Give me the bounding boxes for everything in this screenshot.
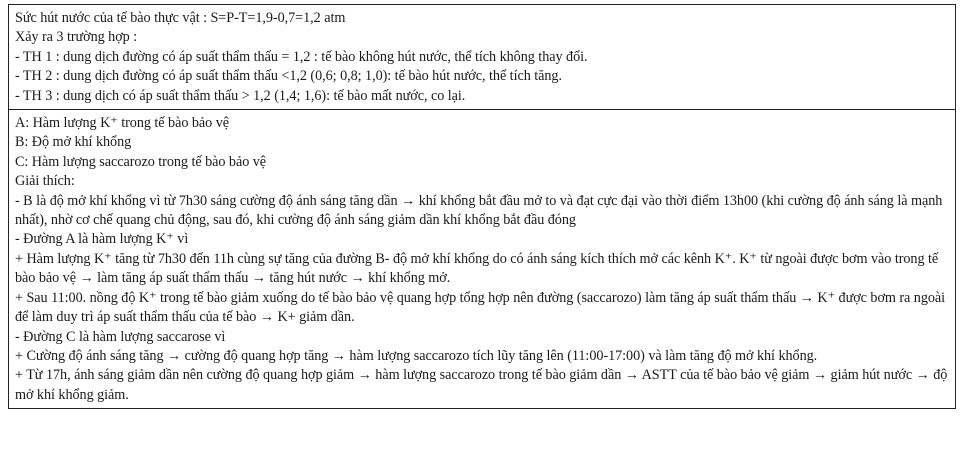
curve-a-label: A: Hàm lượng K⁺ trong tế bào bảo vệ: [15, 115, 229, 132]
case-1-line: - TH 1 : dung dịch đường có áp suất thẩm thấu = 1,2 : tế bào không hút nước, thể tích không thay đổi.: [15, 48, 588, 65]
curve-b-explanation: - B là độ mở khí khổng vì từ 7h30 sáng cường độ ánh sáng tăng dần → khí khổng bắt đầu mở to và đạt cực đại vào thời điểm 13h00 (khi cường độ ánh sáng là mạnh nhất), nhờ cơ chế quang chủ động, sau đó, khi cường độ ánh sáng giảm dần khí khổng bắt đầu đóng: [15, 192, 943, 229]
curve-a-point-2: + Sau 11:00. nồng độ K⁺ trong tế bào giảm xuống do tế bào bảo vệ quang hợp tổng hợp nên đường (saccarozo) làm tăng áp suất thẩm thấu → K⁺ được bơm ra ngoài để làm duy trì áp suất thẩm thấu của tế bào → K+ giảm dần.: [15, 289, 946, 326]
osmotic-section: [9, 5, 955, 109]
answer-table: [8, 4, 956, 409]
curve-c-point-1: + Cường độ ánh sáng tăng → cường độ quang hợp tăng → hàm lượng saccarozo tích lũy tăng lên (11:00-17:00) và làm tăng độ mở khí khổng.: [15, 347, 818, 364]
curve-c-heading: - Đường C là hàm lượng saccarose vì: [15, 328, 226, 345]
curve-b-label: B: Độ mở khí khổng: [15, 134, 132, 151]
case-2-line: - TH 2 : dung dịch đường có áp suất thẩm thấu <1,2 (0,6; 0,8; 1,0): tế bào hút nước, thể tích tăng.: [15, 68, 562, 85]
curve-a-heading: - Đường A là hàm lượng K⁺ vì: [15, 231, 189, 248]
case-3-line: - TH 3 : dung dịch có áp suất thẩm thấu > 1,2 (1,4; 1,6): tế bào mất nước, co lại.: [15, 87, 466, 104]
cases-intro-line: Xảy ra 3 trường hợp :: [15, 29, 138, 46]
stomata-section: [9, 109, 955, 408]
curve-c-point-2: + Từ 17h, ánh sáng giảm dần nên cường độ quang hợp giảm → hàm lượng saccarozo trong tế bào giảm dần → ASTT của tế bào bảo vệ giảm → giảm hút nước → độ mở khí khổng giảm.: [15, 367, 948, 403]
curve-a-point-1: + Hàm lượng K⁺ tăng từ 7h30 đến 11h cùng sự tăng của đường B- độ mở khí khổng do có ánh sáng kích thích mở các kênh K⁺. K⁺ từ ngoài được bơm vào trong tế bào bảo vệ → làm tăng áp suất thẩm thấu → tăng hút nước → khí khổng mở.: [15, 250, 939, 287]
explanation-heading: Giải thích:: [15, 173, 75, 190]
curve-c-label: C: Hàm lượng saccarozo trong tế bào bảo vệ: [15, 153, 267, 170]
suction-formula-line: Sức hút nước của tế bào thực vật : S=P-T=1,9-0,7=1,2 atm: [15, 10, 346, 26]
